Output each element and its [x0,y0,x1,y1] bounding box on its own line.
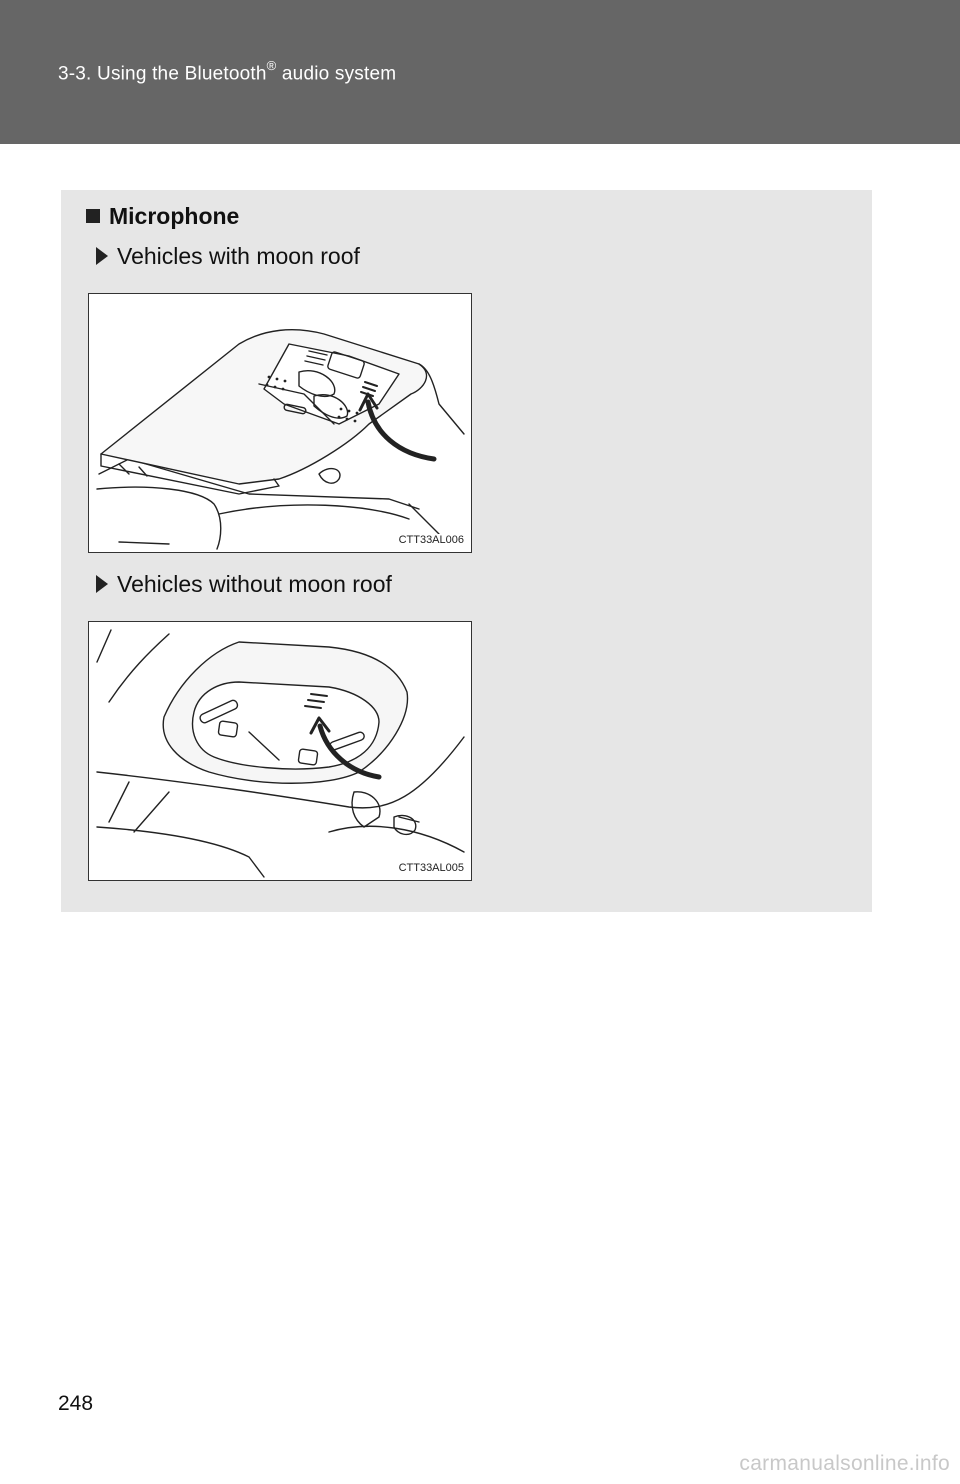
triangle-bullet-icon [96,247,108,265]
variant-label-moon-roof [96,243,360,270]
section-heading [86,203,239,230]
square-bullet-icon [86,209,100,223]
overhead-console-no-moon-roof-illustration [89,622,473,882]
page-number: 248 [58,1392,94,1415]
header-title-suffix: audio system [276,63,397,85]
figure-moon-roof [88,293,472,553]
figure-no-moon-roof [88,621,472,881]
header-title-text: 3-3. Using the Bluetooth [58,63,267,85]
figure-code: CTT33AL006 [398,534,464,546]
registered-mark: ® [266,58,277,73]
variant-label-no-moon-roof [96,571,392,598]
watermark: carmanualsonline.info [739,1452,950,1475]
overhead-console-moon-roof-illustration [89,294,473,554]
variant-label-text: Vehicles with moon roof [117,243,360,269]
header-title [58,60,396,85]
page-header [0,0,960,144]
triangle-bullet-icon [96,575,108,593]
figure-code: CTT33AL005 [398,862,464,874]
section-heading-text: Microphone [109,203,240,229]
variant-label-text: Vehicles without moon roof [117,571,392,597]
